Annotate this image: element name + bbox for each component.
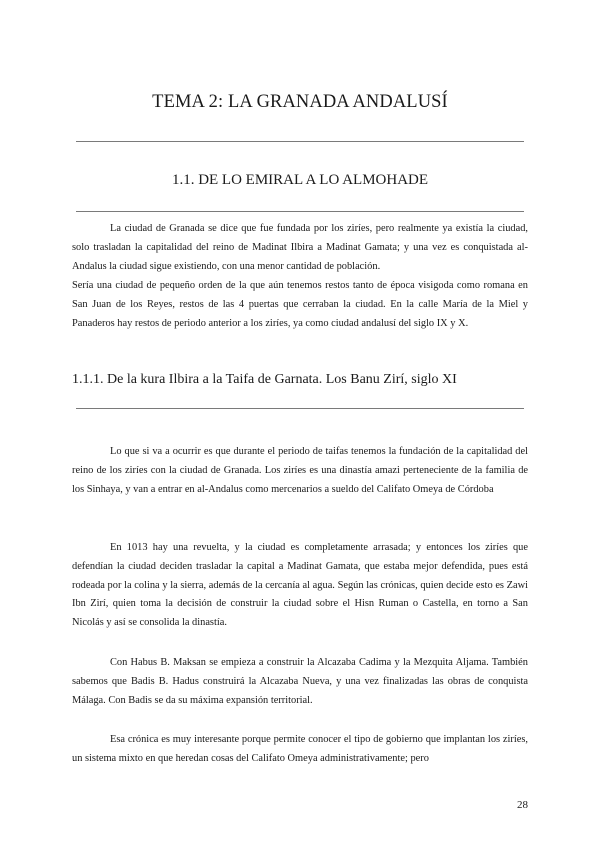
- intro-paragraph-2: Sería una ciudad de pequeño orden de la que aún tenemos restos tanto de época visigoda como romana en San Juan de los Reyes, restos de las 4 puertas que cerraban la ciudad. En la calle María de la Miel y Panaderos hay restos de periodo anterior a los ziríes, ya como ciudad andalusí del siglo IX y X.: [72, 280, 528, 329]
- subsection-divider: [76, 408, 524, 409]
- body-paragraph-3: Con Habus B. Maksan se empieza a construir la Alcazaba Cadima y la Mezquita Aljama. También sabemos que Badis B. Hadus construirá la Alcazaba Nueva, y una vez finalizadas las obras de conquista Málaga. Con Badis se da su máxima expansión territorial.: [72, 657, 528, 706]
- section-divider: [76, 211, 524, 212]
- page-number: 28: [517, 799, 528, 811]
- intro-paragraph-1: La ciudad de Granada se dice que fue fundada por los ziríes, pero realmente ya existía la ciudad, solo trasladan la capitalidad del reino de Madinat Ilbira a Madinat Gamata; y una vez es conquistada al-Andalus la ciudad sigue existiendo, con una menor cantidad de población.: [72, 223, 528, 272]
- body-paragraph-2: En 1013 hay una revuelta, y la ciudad es completamente arrasada; y entonces los ziríes que defendían la ciudad deciden trasladar la capital a Madinat Gamata, que estaba mejor defendida, pues está rodeada por la colina y la sierra, además de la cercanía al agua. Según las crónicas, quien decide esto es Zawi Ibn Zirí, quien toma la decisión de construir la ciudad sobre el Hisn Ruman o Castella, en torno a San Nicolás y así se consolida la dinastía.: [72, 542, 528, 629]
- chapter-title: TEMA 2: LA GRANADA ANDALUSÍ: [152, 92, 448, 112]
- title-divider: [76, 141, 524, 142]
- body-paragraph-4: Esa crónica es muy interesante porque permite conocer el tipo de gobierno que implantan los ziríes, un sistema mixto en que heredan cosas del Califato Omeya administrativamente; pero: [72, 734, 528, 764]
- subsection-heading: 1.1.1. De la kura Ilbira a la Taifa de Garnata. Los Banu Zirí, siglo XI: [72, 372, 457, 387]
- section-heading: 1.1. DE LO EMIRAL A LO ALMOHADE: [171, 172, 429, 188]
- body-paragraph-1: Lo que si va a ocurrir es que durante el periodo de taifas tenemos la fundación de la capitalidad del reino de los ziríes con la ciudad de Granada. Los ziríes es una dinastía amazi perteneciente de la familia de los Sinhaya, y van a entrar en al-Andalus como mercenarios a sueldo del Califato Omeya de Córdoba: [72, 446, 528, 495]
